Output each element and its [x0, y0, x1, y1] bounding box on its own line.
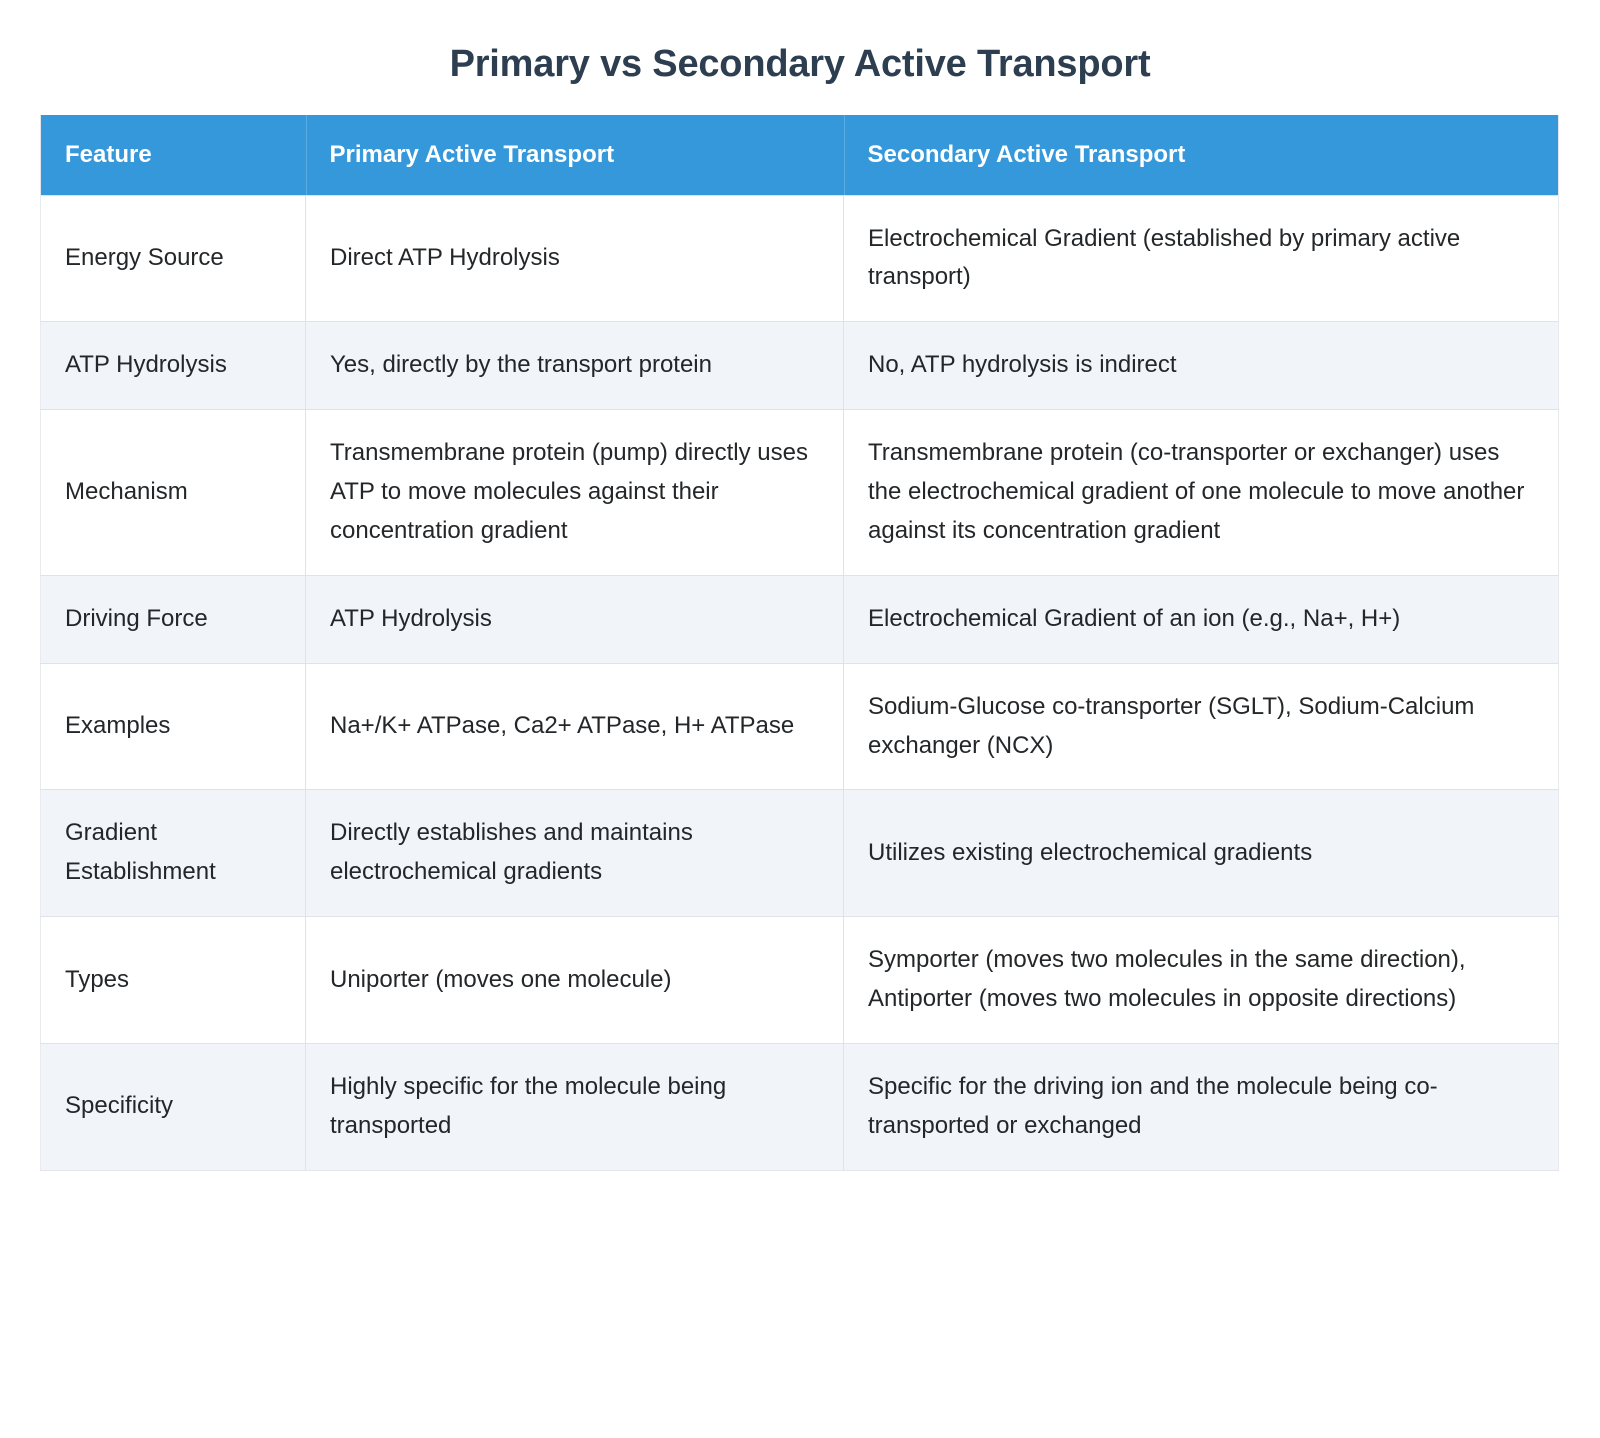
cell-secondary: Symporter (moves two molecules in the same direction), Antiporter (moves two molecules in opposite directions) [844, 917, 1559, 1044]
table-row [41, 195, 1559, 322]
column-header-secondary-active-transport: Secondary Active Transport [844, 115, 1559, 196]
cell-feature: Driving Force [41, 575, 306, 663]
cell-secondary: Specific for the driving ion and the molecule being co-transported or exchanged [844, 1043, 1559, 1170]
table-row [41, 1043, 1559, 1170]
cell-feature: Types [41, 917, 306, 1044]
column-header-feature: Feature [41, 115, 306, 196]
cell-primary: Na+/K+ ATPase, Ca2+ ATPase, H+ ATPase [306, 663, 844, 790]
comparison-table-container [40, 115, 1558, 1171]
cell-feature: Specificity [41, 1043, 306, 1170]
table-header-row [41, 115, 1559, 196]
cell-secondary: Electrochemical Gradient (established by primary active transport) [844, 195, 1559, 322]
table-row [41, 917, 1559, 1044]
cell-secondary: Utilizes existing electrochemical gradients [844, 790, 1559, 917]
cell-primary: ATP Hydrolysis [306, 575, 844, 663]
table-row [41, 410, 1559, 576]
cell-secondary: Transmembrane protein (co-transporter or exchanger) uses the electrochemical gradient of one molecule to move another against its concentration gradient [844, 410, 1559, 576]
comparison-table [40, 115, 1559, 1171]
cell-primary: Direct ATP Hydrolysis [306, 195, 844, 322]
column-header-primary-active-transport: Primary Active Transport [306, 115, 844, 196]
table-row [41, 322, 1559, 410]
cell-feature: Energy Source [41, 195, 306, 322]
cell-primary: Uniporter (moves one molecule) [306, 917, 844, 1044]
table-row [41, 790, 1559, 917]
table-body [41, 195, 1559, 1170]
cell-primary: Yes, directly by the transport protein [306, 322, 844, 410]
cell-primary: Highly specific for the molecule being transported [306, 1043, 844, 1170]
cell-secondary: Electrochemical Gradient of an ion (e.g., Na+, H+) [844, 575, 1559, 663]
page-title: Primary vs Secondary Active Transport [449, 43, 1151, 85]
table-row [41, 663, 1559, 790]
table-header [41, 115, 1559, 196]
cell-secondary: No, ATP hydrolysis is indirect [844, 322, 1559, 410]
cell-feature: Mechanism [41, 410, 306, 576]
cell-primary: Directly establishes and maintains electrochemical gradients [306, 790, 844, 917]
cell-secondary: Sodium-Glucose co-transporter (SGLT), Sodium-Calcium exchanger (NCX) [844, 663, 1559, 790]
cell-primary: Transmembrane protein (pump) directly uses ATP to move molecules against their concentration gradient [306, 410, 844, 576]
table-row [41, 575, 1559, 663]
cell-feature: ATP Hydrolysis [41, 322, 306, 410]
cell-feature: Gradient Establishment [41, 790, 306, 917]
cell-feature: Examples [41, 663, 306, 790]
